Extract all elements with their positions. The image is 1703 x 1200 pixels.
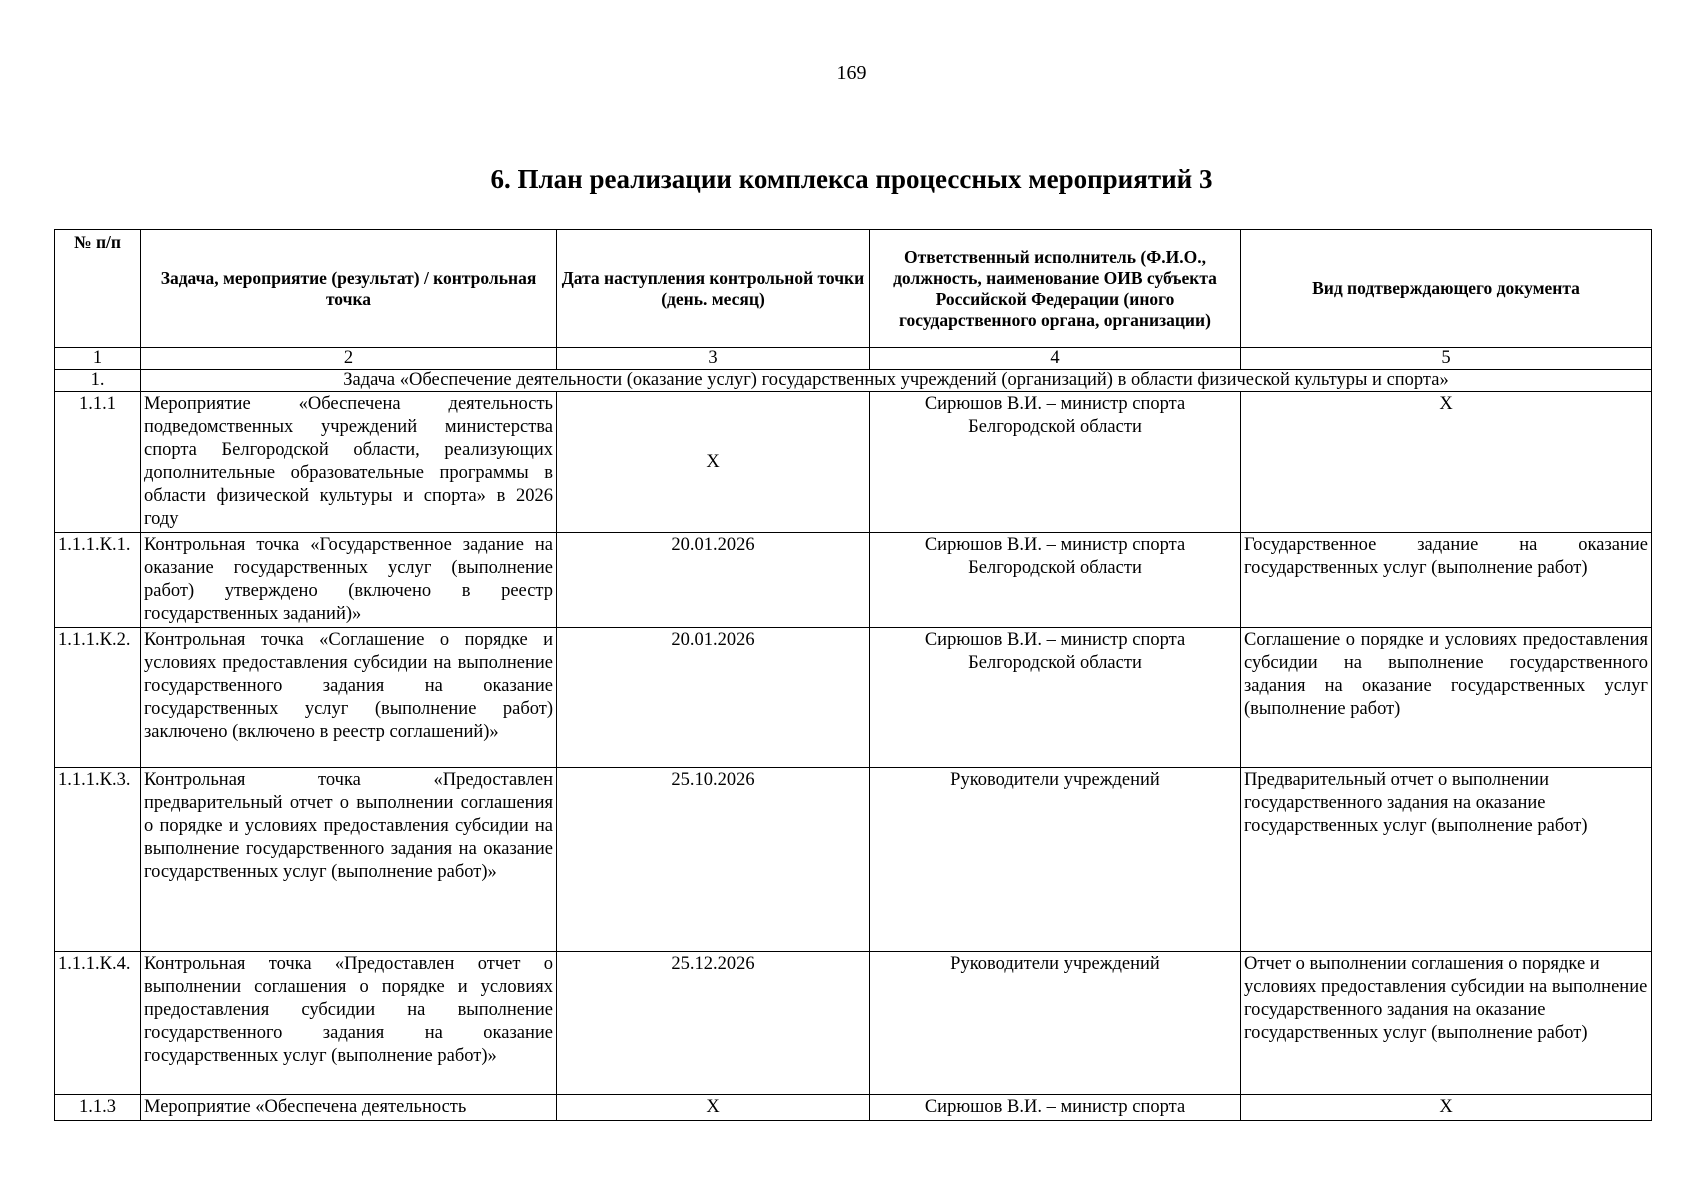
row-date: X [557,392,870,533]
table-row [55,768,1652,952]
row-document: Предварительный отчет о выполнении государственного задания на оказание государственных услуг (выполнение работ) [1241,768,1652,952]
row-responsible: Сирюшов В.И. – министр спорта Белгородской области [870,533,1241,628]
page-number: 169 [836,62,867,84]
row-date: 25.10.2026 [557,768,870,952]
table-row [55,952,1652,1095]
row-responsible: Сирюшов В.И. – министр спорта Белгородской области [870,628,1241,768]
row-number: 1.1.1.К.3. [55,768,141,952]
row-responsible: Руководители учреждений [870,768,1241,952]
header-task: Задача, мероприятие (результат) / контрольная точка [141,230,557,348]
header-number: № п/п [55,230,141,348]
row-number: 1.1.1.К.2. [55,628,141,768]
row-item: Контрольная точка «Предоставлен отчет о выполнении соглашения о порядке и условиях предоставления субсидии на выполнение государственного задания на оказание государственных услуг (выполнение работ)» [141,952,557,1095]
table-row [55,533,1652,628]
row-document: Отчет о выполнении соглашения о порядке и условиях предоставления субсидии на выполнение государственного задания на оказание государственных услуг (выполнение работ) [1241,952,1652,1095]
header-document: Вид подтверждающего документа [1241,230,1652,348]
row-date: 20.01.2026 [557,533,870,628]
plan-table [54,229,1652,1121]
row-responsible: Сирюшов В.И. – министр спорта [870,1095,1241,1121]
column-number: 2 [141,348,557,370]
row-date: 20.01.2026 [557,628,870,768]
column-number: 5 [1241,348,1652,370]
row-document: X [1241,1095,1652,1121]
task-row [55,370,1652,392]
column-number: 4 [870,348,1241,370]
table-header-row [55,230,1652,348]
row-item: Мероприятие «Обеспечена деятельность подведомственных учреждений министерства спорта Белгородской области, реализующих дополнительные образовательные программы в области физической культуры и спорта» в 2026 году [141,392,557,533]
row-responsible: Руководители учреждений [870,952,1241,1095]
column-number: 1 [55,348,141,370]
document-title: 6. План реализации комплекса процессных мероприятий 3 [490,164,1213,194]
row-document: Соглашение о порядке и условиях предоставления субсидии на выполнение государственного задания на оказание государственных услуг (выполнение работ) [1241,628,1652,768]
row-number: 1.1.1.К.1. [55,533,141,628]
column-number-row [55,348,1652,370]
row-document: X [1241,392,1652,533]
row-responsible: Сирюшов В.И. – министр спорта Белгородской области [870,392,1241,533]
table-row [55,1095,1652,1121]
row-item: Контрольная точка «Предоставлен предварительный отчет о выполнении соглашения о порядке и условиях предоставления субсидии на выполнение государственного задания на оказание государственных услуг (выполнение работ)» [141,768,557,952]
row-item: Контрольная точка «Государственное задание на оказание государственных услуг (выполнение работ) утверждено (включено в реестр государственных заданий)» [141,533,557,628]
task-text: Задача «Обеспечение деятельности (оказание услуг) государственных учреждений (организаций) в области физической культуры и спорта» [141,370,1652,392]
table-row [55,628,1652,768]
table-row [55,392,1652,533]
row-document: Государственное задание на оказание государственных услуг (выполнение работ) [1241,533,1652,628]
row-date: X [557,1095,870,1121]
row-number: 1.1.1.К.4. [55,952,141,1095]
row-number: 1.1.1 [55,392,141,533]
row-item: Мероприятие «Обеспечена деятельность [141,1095,557,1121]
row-date: 25.12.2026 [557,952,870,1095]
row-item: Контрольная точка «Соглашение о порядке и условиях предоставления субсидии на выполнение государственного задания на оказание государственных услуг (выполнение работ) заключено (включено в реестр соглашений)» [141,628,557,768]
task-number: 1. [55,370,141,392]
header-responsible: Ответственный исполнитель (Ф.И.О., должность, наименование ОИВ субъекта Российской Федерации (иного государственного органа, организации) [870,230,1241,348]
column-number: 3 [557,348,870,370]
header-date: Дата наступления контрольной точки (день. месяц) [557,230,870,348]
row-number: 1.1.3 [55,1095,141,1121]
